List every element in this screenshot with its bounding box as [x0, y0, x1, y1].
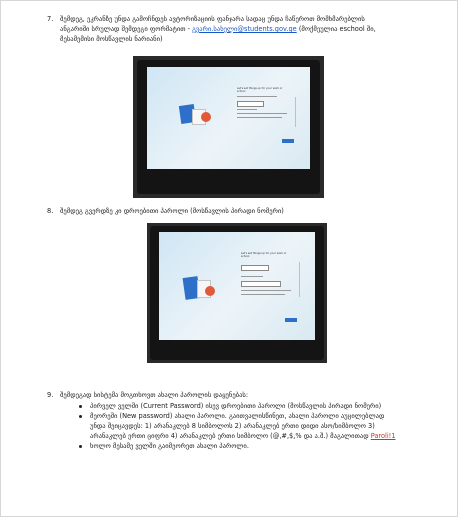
- sign-in-button[interactable]: [285, 318, 297, 322]
- screenshot-photo-2: [147, 223, 327, 363]
- bullet-line: ხოლო მესამე ველში გაიმეორეთ ახალი პაროლი.: [90, 442, 249, 450]
- step-7: [47, 14, 447, 46]
- dialog-text-line: [237, 96, 277, 97]
- list-item: [79, 401, 449, 411]
- email-format-link[interactable]: გვარი.სახელი@students.gov.ge: [192, 25, 297, 33]
- step-number: 9.: [47, 391, 54, 399]
- bullet-icon: [79, 405, 82, 408]
- dialog-scrollbar[interactable]: [299, 262, 300, 297]
- password-example: Paroli!1: [370, 432, 396, 440]
- bullet-line: [90, 431, 449, 441]
- dialog-text-line: [241, 276, 263, 277]
- step-7-line-2-text: ანგარიში სრულად შემდეგი ფორმატით -: [60, 25, 193, 33]
- list-item: [79, 441, 449, 451]
- step-number: 8.: [47, 207, 54, 215]
- illustration-red-shape: [201, 112, 211, 122]
- step-7-line-2-tail: (მოქმეულია eschool ში,: [296, 25, 376, 33]
- list-item: [79, 411, 449, 441]
- dialog-title-line-2: school: [241, 255, 250, 258]
- step-9-line-1: შემდეგად სისტემა მოგთხოვთ ახალი პაროლის დაყენებას:: [60, 391, 249, 399]
- dialog-text-line: [241, 294, 285, 295]
- bullet-line-text: არანაკლებ ერთი ციფრი 4) არანაკლებ ერთი სიმბოლო (@,#,$,% და ა.შ.) მაგალითად: [90, 432, 371, 440]
- dialog-text-line: [237, 113, 287, 114]
- dialog-title-line-1: Let's set things up for your work or: [241, 252, 287, 255]
- bullet-line: პირველ ველში (Current Password) ისევ დროებითი პაროლი (მოსწავლის პირადი ნომერი): [90, 402, 382, 410]
- step-9: [47, 390, 447, 400]
- bullet-icon: [79, 415, 82, 418]
- account-field[interactable]: [237, 101, 264, 107]
- next-button[interactable]: [282, 139, 294, 143]
- bullet-icon: [79, 445, 82, 448]
- dialog-text-line: [237, 117, 282, 118]
- dialog-title-line-2: school: [237, 90, 246, 93]
- password-rules-list: [79, 401, 449, 451]
- laptop-screen: [147, 67, 310, 169]
- password-field[interactable]: [241, 281, 281, 287]
- step-7-line-1: შემდეგ, ეკრანზე უნდა გამოჩნდეს ავტორიზაციის ფანჯარა სადაც უნდა ჩაწეროთ მომხმარებლის: [60, 15, 365, 23]
- dialog-text-line: [241, 290, 291, 291]
- dialog-title-line-1: Let's set things up for your work or: [237, 87, 283, 90]
- screenshot-photo-1: [133, 56, 324, 198]
- step-7-line-2: [60, 24, 445, 34]
- dialog-scrollbar[interactable]: [295, 97, 296, 127]
- bullet-line: მეორეში (New password) ახალი პაროლი. გაითვალისწინეთ, ახალი პაროლი აუცილებლად: [90, 412, 385, 420]
- step-7-line-3: მესამემისი მოსწავლის ნარიანი): [60, 35, 163, 43]
- bullet-line: უნდა შეიცავდეს: 1) არანაკლებ 8 სიმბოლოს 2) არანაკლებ ერთი დიდი ასო/სიმბოლო 3): [90, 422, 375, 430]
- account-field[interactable]: [241, 265, 269, 271]
- illustration-red-shape: [205, 286, 215, 296]
- step-8: [47, 206, 447, 216]
- dialog-text-line: [237, 109, 257, 110]
- step-8-line-1: შემდეგ გვერდზე კი დროებითი პაროლი (მოსწავლის პირადი ნომერი): [60, 207, 284, 215]
- step-number: 7.: [47, 15, 54, 23]
- laptop-screen: [159, 232, 315, 340]
